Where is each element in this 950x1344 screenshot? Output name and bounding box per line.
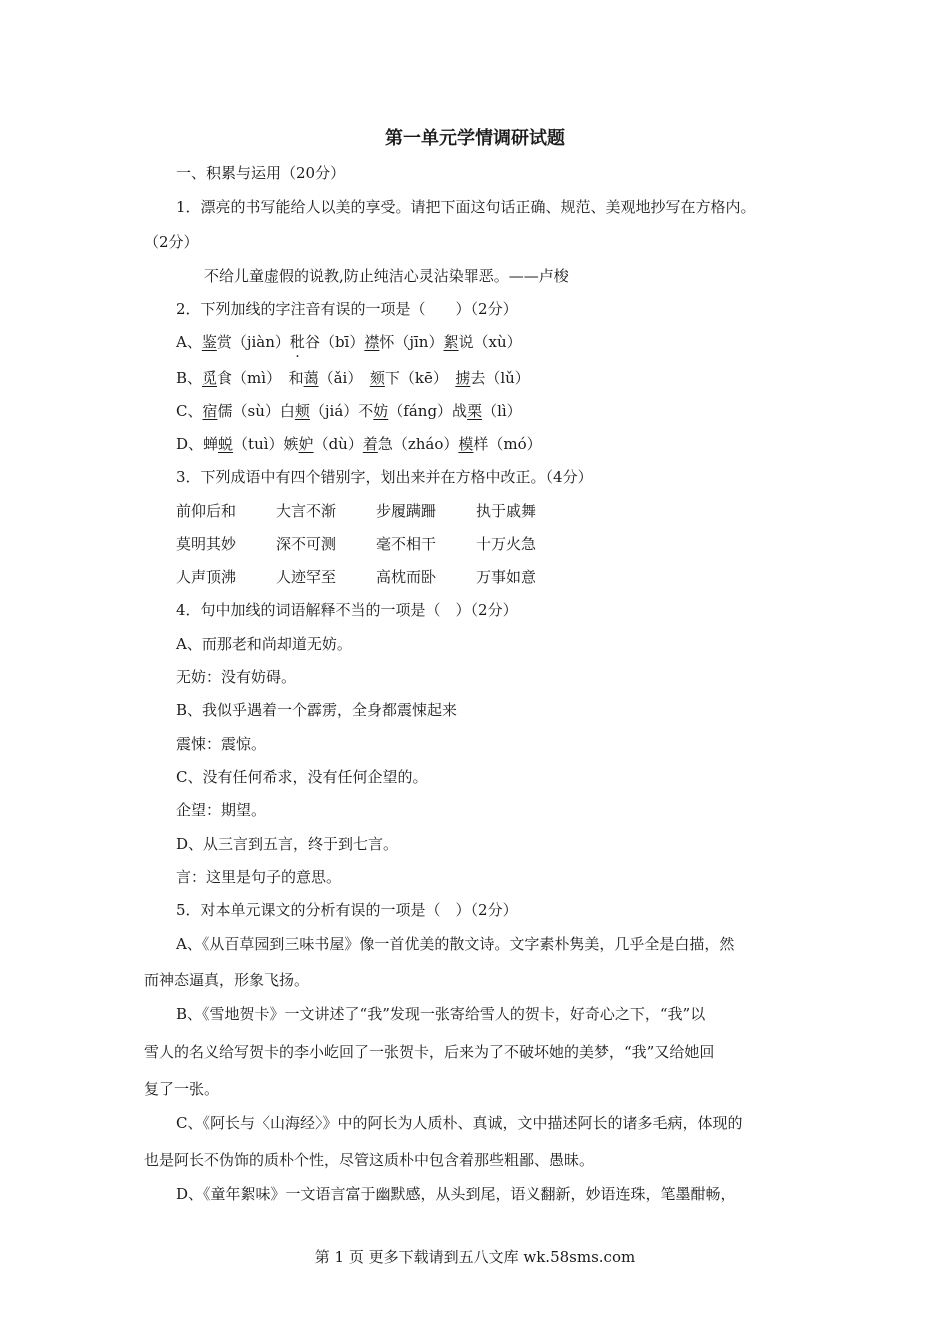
question-4-line: 言：这里是句子的意思。 (176, 868, 342, 886)
question-2-option-b: B、觅食（mì） 和蔼（ǎi） 颏下（kē） 掳去（lǔ） (176, 369, 530, 387)
question-4-line: A、而那老和尚却道无妨。 (176, 635, 352, 653)
question-2-option-d: D、蝉蜕（tuì）嫉妒（dù）着急（zháo）模样（mó） (176, 435, 542, 453)
question-1-quote: 不给儿童虚假的说教,防止纯洁心灵沾染罪恶。——卢梭 (204, 267, 569, 285)
question-5-option-c-cont: 也是阿长不伪饰的质朴个性，尽管这质朴中包含着那些粗鄙、愚昧。 (144, 1151, 595, 1169)
question-4-line: B、我似乎遇着一个霹雳，全身都震悚起来 (176, 701, 458, 719)
question-5-option-c: C、《阿长与〈山海经〉》中的阿长为人质朴、真诚，文中描述阿长的诸多毛病，体现的 (176, 1114, 743, 1132)
question-3: 3．下列成语中有四个错别字，划出来并在方格中改正。（4分） (176, 468, 593, 486)
question-5-option-a: A、《从百草园到三味书屋》像一首优美的散文诗。文字素朴隽美，几乎全是白描，然 (176, 935, 735, 953)
idiom-row: 前仰后和 大言不渐 步履蹒跚 执于戚舞 (176, 502, 537, 520)
question-4-line: 震悚：震惊。 (176, 735, 267, 753)
page-title: 第一单元学情调研试题 (385, 128, 565, 149)
question-4: 4．句中加线的词语解释不当的一项是（ ）（2分） (176, 601, 518, 619)
question-4-line: 企望：期望。 (176, 801, 267, 819)
question-5: 5．对本单元课文的分析有误的一项是（ ）（2分） (176, 901, 518, 919)
question-5-option-b-cont: 雪人的名义给写贺卡的李小屹回了一张贺卡，后来为了不破坏她的美梦，“我”又给她回 (144, 1043, 715, 1061)
question-4-line: D、从三言到五言，终于到七言。 (176, 835, 399, 853)
question-5-option-b: B、《雪地贺卡》一文讲述了“我”发现一张寄给雪人的贺卡，好奇心之下，“我”以 (176, 1005, 706, 1023)
idiom-row: 人声顶沸 人迹罕至 高枕而卧 万事如意 (176, 568, 537, 586)
page-footer: 第 1 页 更多下载请到五八文库 wk.58sms.com (314, 1248, 636, 1266)
question-4-line: 无妨：没有妨碍。 (176, 668, 297, 686)
section-heading: 一、积累与运用（20分） (176, 164, 346, 182)
question-2-option-a: A、鉴赏（jiàn）秕谷（bī）襟怀（jīn）絮说（xù） (176, 333, 522, 351)
question-2-option-c: C、宿儒（sù）白颊（jiá）不妨（fáng）战栗（lì） (176, 402, 522, 420)
question-1: 1．漂亮的书写能给人以美的享受。请把下面这句话正确、规范、美观地抄写在方格内。 (176, 198, 756, 216)
question-5-option-b-cont: 复了一张。 (144, 1080, 220, 1098)
question-5-option-a-cont: 而神态逼真，形象飞扬。 (144, 971, 310, 989)
question-2: 2．下列加线的字注音有误的一项是（ ）（2分） (176, 300, 518, 318)
question-5-option-d: D、《童年絮味》一文语言富于幽默感，从头到尾，语义翻新，妙语连珠，笔墨酣畅， (176, 1185, 736, 1203)
question-4-line: C、没有任何希求，没有任何企望的。 (176, 768, 428, 786)
question-1-score: （2分） (144, 233, 199, 251)
idiom-row: 莫明其妙 深不可测 毫不相干 十万火急 (176, 535, 537, 553)
